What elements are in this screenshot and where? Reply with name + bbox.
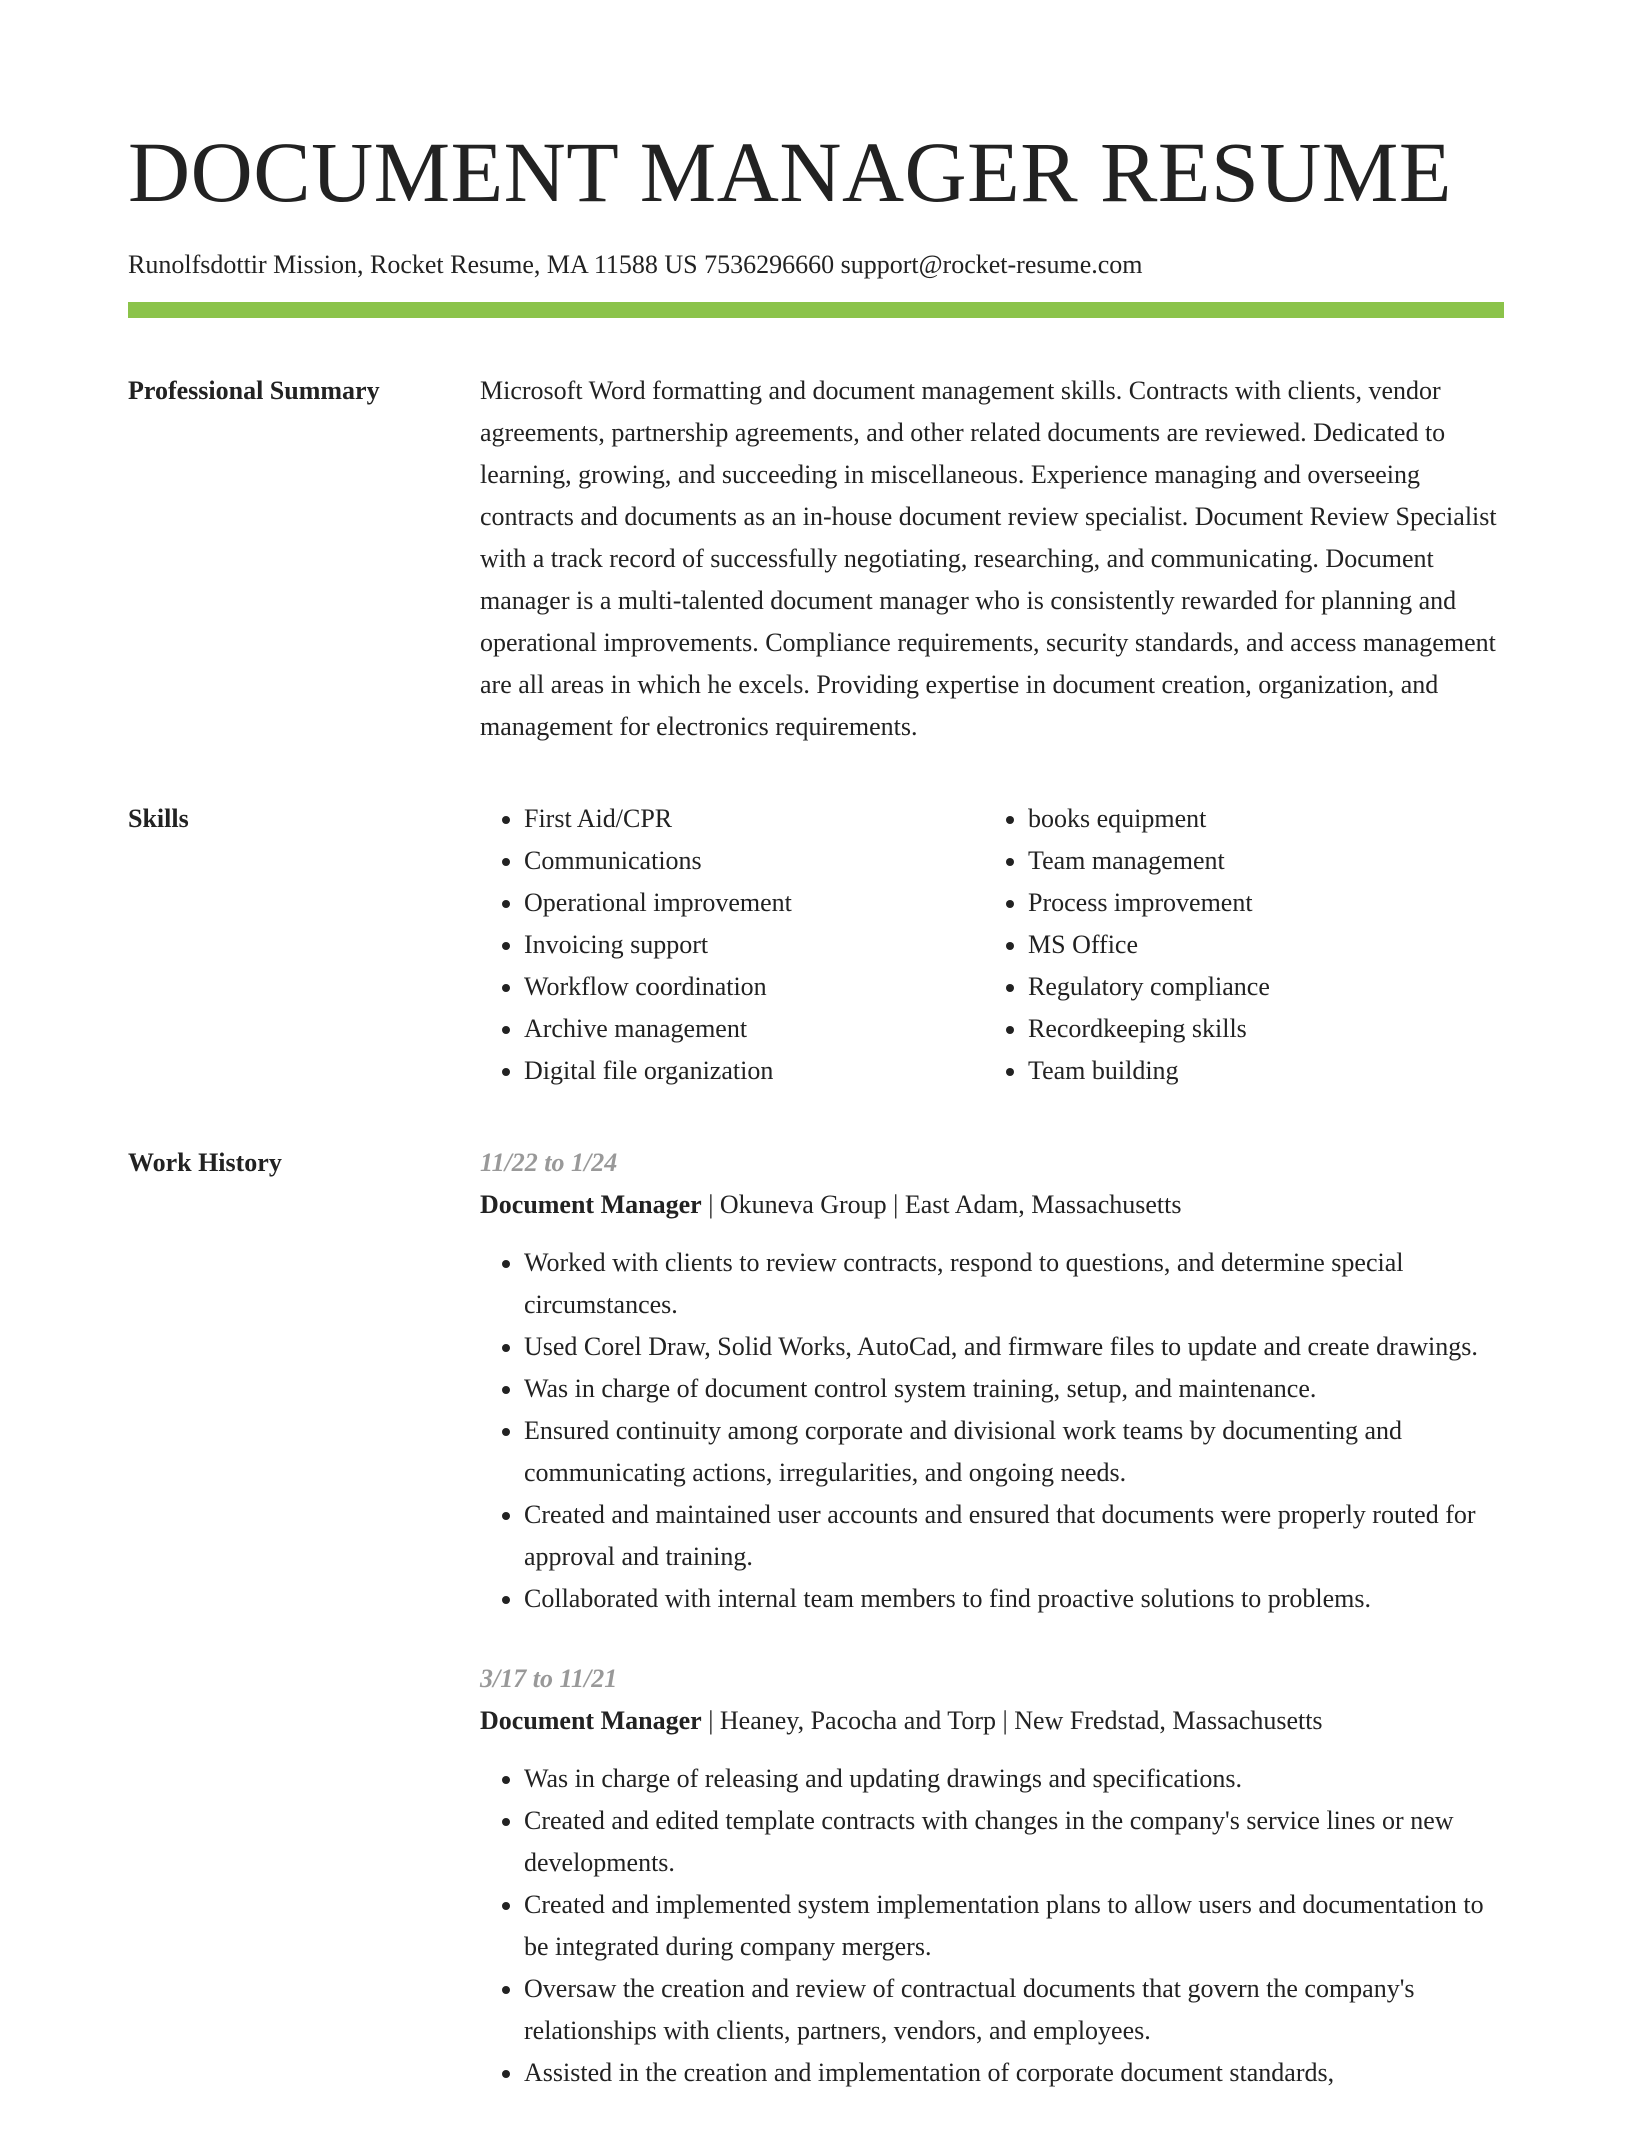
- job-bullet: • Used Corel Draw, Solid Works, AutoCad, and firmware files to update and create drawings.: [524, 1326, 1504, 1368]
- skill-item: • Recordkeeping skills: [1028, 1008, 1488, 1050]
- skill-item: • Invoicing support: [524, 924, 984, 966]
- work-body: [480, 1142, 1504, 2132]
- job-details: | Heaney, Pacocha and Torp | New Fredstad, Massachusetts: [701, 1706, 1323, 1735]
- summary-body: [480, 370, 1504, 748]
- job-heading: [480, 1184, 1504, 1226]
- job-heading: [480, 1700, 1504, 1742]
- skills-body: [480, 798, 1504, 1092]
- skill-item: • Workflow coordination: [524, 966, 984, 1008]
- job-entry: [480, 1658, 1504, 2094]
- skills-list-col2: [984, 798, 1488, 1092]
- job-bullet: • Created and maintained user accounts and ensured that documents were properly routed for approval and training.: [524, 1494, 1504, 1578]
- resume-title: DOCUMENT MANAGER RESUME: [128, 124, 1452, 220]
- skill-item: • First Aid/CPR: [524, 798, 984, 840]
- job-bullet: • Assisted in the creation and implementation of corporate document standards,: [524, 2052, 1504, 2094]
- job-bullet: • Worked with clients to review contracts, respond to questions, and determine special circumstances.: [524, 1242, 1504, 1326]
- skill-item: • Digital file organization: [524, 1050, 984, 1092]
- job-bullets: [480, 1242, 1504, 1620]
- work-section: [128, 1142, 1504, 2132]
- job-dates: 11/22 to 1/24: [480, 1148, 618, 1177]
- summary-text: Microsoft Word formatting and document management skills. Contracts with clients, vendor agreements, partnership agreements, and other related documents are reviewed. Dedicated to learning, growing, and succeeding in miscellaneous. Experience managing and overseeing contracts and documents as an in-house document review specialist. Document Review Specialist with a track record of successfully negotiating, researching, and communicating. Document manager is a multi-talented document manager who is consistently rewarded for planning and operational improvements. Compliance requirements, security standards, and access management are all areas in which he excels. Providing expertise in document creation, organization, and management for electronics requirements.: [480, 376, 1497, 741]
- resume-page: [128, 0, 1504, 2132]
- skill-item: • Team management: [1028, 840, 1488, 882]
- job-bullets: [480, 1758, 1504, 2094]
- job-bullet: • Collaborated with internal team members to find proactive solutions to problems.: [524, 1578, 1504, 1620]
- job-role: Document Manager: [480, 1706, 702, 1735]
- skill-item: • Communications: [524, 840, 984, 882]
- contact-line: Runolfsdottir Mission, Rocket Resume, MA 11588 US 7536296660 support@rocket-resume.com: [128, 250, 1143, 279]
- skills-label: Skills: [128, 804, 189, 833]
- job-dates: 3/17 to 11/21: [480, 1664, 618, 1693]
- skill-item: • books equipment: [1028, 798, 1488, 840]
- job-bullet: • Created and edited template contracts with changes in the company's service lines or new developments.: [524, 1800, 1504, 1884]
- skill-item: • Process improvement: [1028, 882, 1488, 924]
- skill-item: • Archive management: [524, 1008, 984, 1050]
- job-bullet: • Created and implemented system implementation plans to allow users and documentation to be integrated during company mergers.: [524, 1884, 1504, 1968]
- skill-item: • MS Office: [1028, 924, 1488, 966]
- job-bullet: • Was in charge of document control system training, setup, and maintenance.: [524, 1368, 1504, 1410]
- skills-section: [128, 798, 1504, 1092]
- job-entry: [480, 1142, 1504, 1620]
- header-divider: [128, 302, 1504, 318]
- skill-item: • Team building: [1028, 1050, 1488, 1092]
- work-label: Work History: [128, 1148, 282, 1177]
- job-bullet: • Ensured continuity among corporate and divisional work teams by documenting and communicating actions, irregularities, and ongoing needs.: [524, 1410, 1504, 1494]
- job-details: | Okuneva Group | East Adam, Massachusetts: [701, 1190, 1182, 1219]
- summary-section: [128, 370, 1504, 748]
- job-bullet: • Was in charge of releasing and updating drawings and specifications.: [524, 1758, 1504, 1800]
- skill-item: • Regulatory compliance: [1028, 966, 1488, 1008]
- job-role: Document Manager: [480, 1190, 702, 1219]
- skills-list-col1: [480, 798, 984, 1092]
- job-bullet: • Oversaw the creation and review of contractual documents that govern the company's relationships with clients, partners, vendors, and employees.: [524, 1968, 1504, 2052]
- skill-item: • Operational improvement: [524, 882, 984, 924]
- summary-label: Professional Summary: [128, 376, 380, 405]
